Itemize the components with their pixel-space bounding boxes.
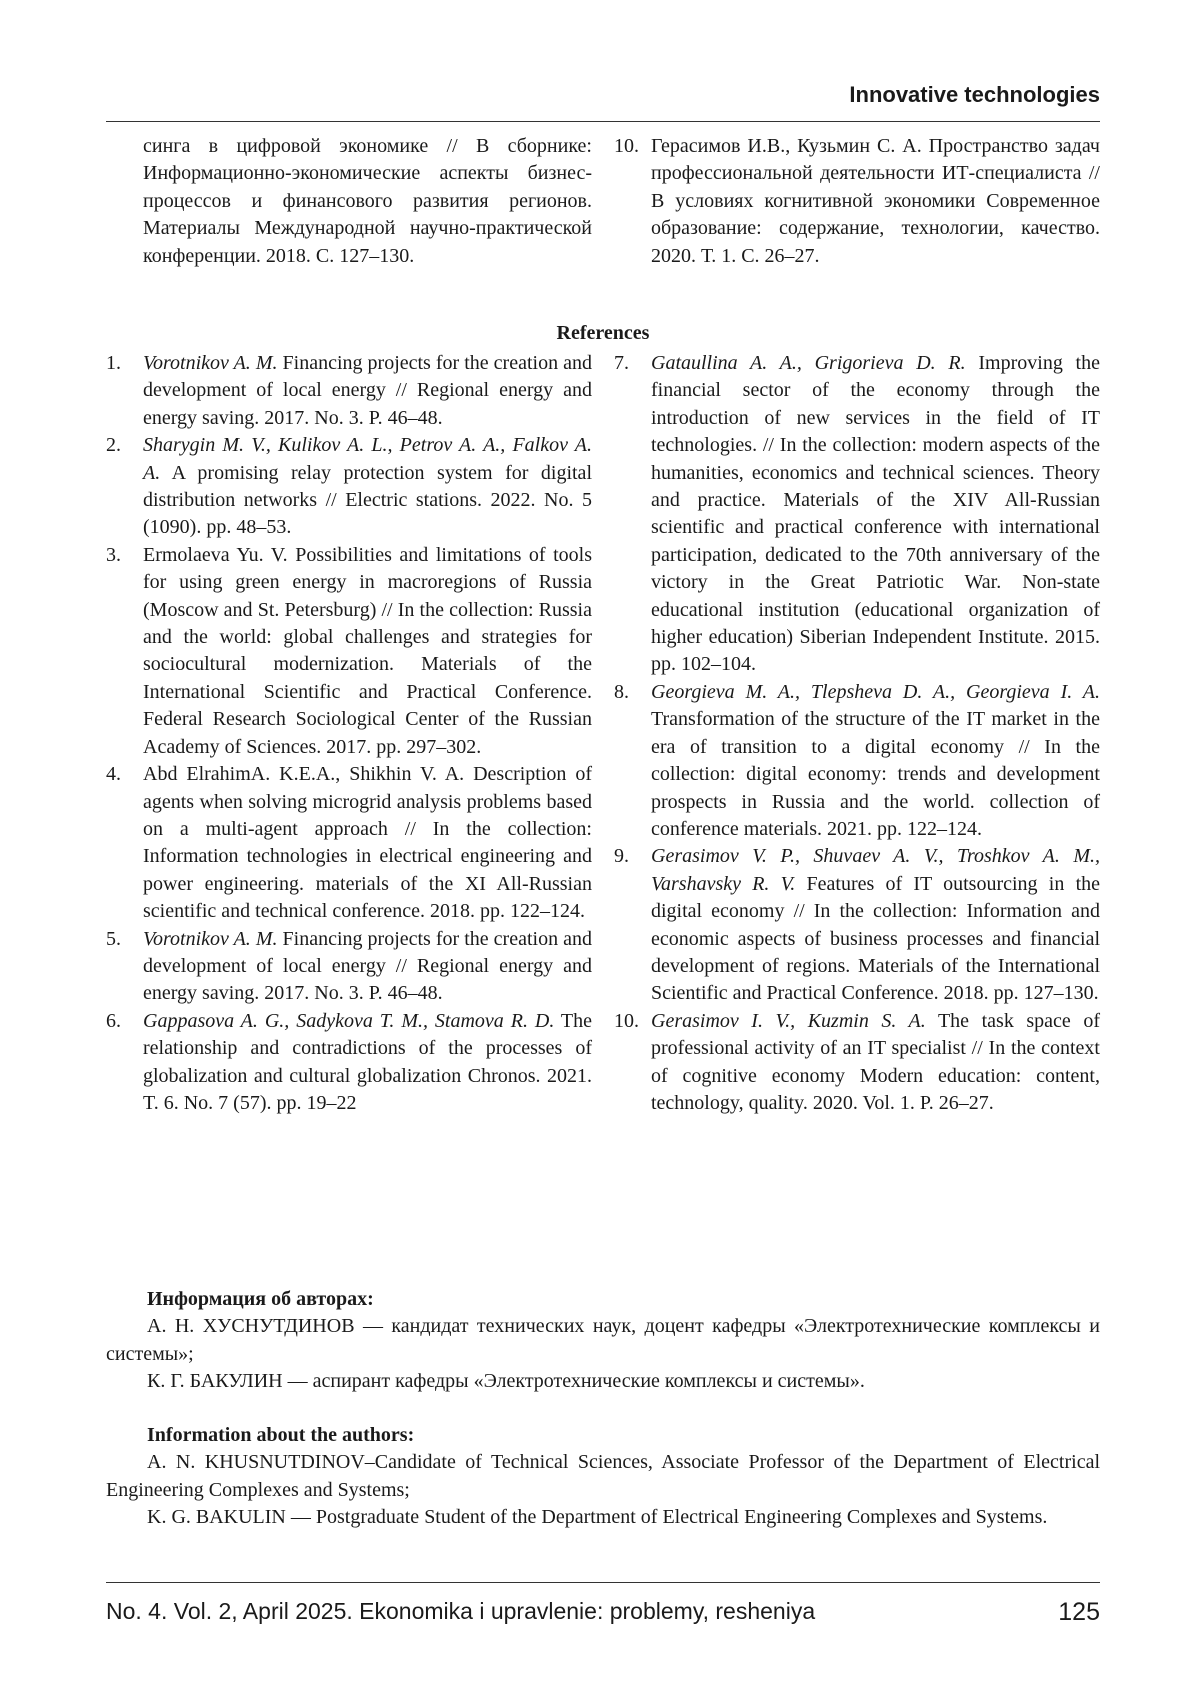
references-heading: References — [556, 322, 650, 344]
reference-continuation: сингa в цифровой экономике // В сборнике: Информационно-экономические аспекты бизнес-процессов и финансового развития регионов. Материалы Международной научно-практической конференции. 2018. С. 127–130. — [143, 135, 592, 267]
authors-en-heading: Information about the authors: — [147, 1424, 415, 1446]
footer-rule — [106, 1582, 1100, 1583]
ref-authors: Gappasova A. G., Sadykova T. M., Stamova R. D. — [143, 1009, 555, 1032]
ref-number: 4. — [106, 763, 121, 786]
ref-text: Features of IT outsourcing in the digital economy // In the collection: Information and economic aspects of business processes and financial development of regions. Materials of the International Scientific and Practical Conference. 2018. pp. 127–130. — [651, 872, 1100, 1005]
running-footer — [106, 1598, 1100, 1625]
ref-authors: Sharygin M. V., Kulikov A. L., Petrov A. A., Falkov A. A. — [143, 434, 592, 484]
ref-number: 7. — [614, 352, 629, 374]
ref-authors: Vorotnikov A. M. — [143, 927, 278, 950]
reference-item — [614, 843, 1100, 1007]
references-left-column — [106, 350, 592, 1117]
ref-number: 9. — [614, 845, 629, 868]
reference-item — [614, 679, 1100, 843]
authors-info-ru — [106, 1286, 1100, 1396]
ref-text: The relationship and contradictions of the processes of globalization and cultural globalization Chronos. 2021. T. 6. No. 7 (57). pp. 19–22 — [143, 1009, 592, 1114]
authors-ru-heading: Информация об авторах: — [147, 1288, 374, 1310]
reference-item — [106, 761, 592, 925]
ref-number: 3. — [106, 543, 121, 566]
ref-text: Transformation of the structure of the IT market in the era of transition to a digital economy // In the collection: digital economy: trends and development prospects in Russia and the world. collection of conference materials. 2021. pp. 122–124. — [651, 708, 1100, 840]
reference-ru-10 — [614, 133, 1100, 270]
ref-text: Герасимов И.В., Кузьмин С. А. Пространство задач профессиональной деятельности ИТ-специалиста // В условиях когнитивной экономики Современное образование: содержание, технологии, качество. 2020. Т. 1. С. 26–27. — [651, 135, 1100, 267]
ref-number: 6. — [106, 1009, 121, 1032]
author-line: A. N. KHUSNUTDINOV–Candidate of Technical Sciences, Associate Professor of the Department of Electrical Engineering Complexes and Systems; — [106, 1451, 1100, 1501]
ref-authors: Gerasimov I. V., Kuzmin S. A. — [651, 1009, 926, 1032]
ref-number: 10. — [614, 1009, 639, 1032]
ref-text: Abd ElrahimA. K.E.A., Shikhin V. A. Description of agents when solving microgrid analysis problems based on a multi-agent approach // In the collection: Information technologies in electrical engineering and power engineering. materials of the XI All-Russian scientific and technical conference. 2018. pp. 122–124. — [143, 763, 592, 923]
ref-authors: Gataullina A. A., Grigorieva D. R. — [651, 352, 966, 374]
running-header: Innovative technologies — [849, 82, 1100, 107]
reference-item — [614, 350, 1100, 679]
ref-text: Financing projects for the creation and development of local energy // Regional energy and energy saving. 2017. No. 3. P. 46–48. — [143, 927, 592, 1005]
author-line: А. Н. ХУСНУТДИНОВ — кандидат технических наук, доцент кафедры «Электротехнические комплексы и системы»; — [106, 1315, 1100, 1365]
header-rule — [106, 121, 1100, 122]
ref-number: 2. — [106, 434, 121, 457]
author-line: K. G. BAKULIN — Postgraduate Student of the Department of Electrical Engineering Complexes and Systems. — [147, 1506, 1048, 1529]
ref-number: 8. — [614, 680, 629, 703]
reference-item — [106, 542, 592, 761]
ref-number: 10. — [614, 135, 639, 157]
ref-number: 5. — [106, 927, 121, 950]
references-right-column — [614, 350, 1100, 1117]
journal-info: No. 4. Vol. 2, April 2025. Ekonomika i upravlenie: problemy, resheniya — [106, 1598, 816, 1624]
ref-text: A promising relay protection system for digital distribution networks // Electric stations. 2022. No. 5 (1090). pp. 48–53. — [143, 461, 592, 539]
ref-authors: Vorotnikov A. M. — [143, 352, 278, 374]
reference-item — [106, 350, 592, 432]
ref-authors: Georgieva M. A., Tlepsheva D. A., Georgieva I. A. — [651, 680, 1100, 703]
ref-authors: Gerasimov V. P., Shuvaev A. V., Troshkov A. M., Varshavsky R. V. — [651, 845, 1100, 895]
author-line: К. Г. БАКУЛИН — аспирант кафедры «Электротехнические комплексы и системы». — [147, 1370, 865, 1393]
reference-item — [106, 926, 592, 1008]
ref-text: Improving the financial sector of the economy through the introduction of new services in the field of IT technologies. // In the collection: modern aspects of the humanities, economics and technical sciences. Theory and practice. Materials of the XIV All-Russian scientific and practical conference with international participation, dedicated to the 70th anniversary of the victory in the Great Patriotic War. Non-state educational institution (educational organization of higher education) Siberian Independent Institute. 2015. pp. 102–104. — [651, 352, 1100, 676]
ref-text: Ermolaeva Yu. V. Possibilities and limitations of tools for using green energy in macroregions of Russia (Moscow and St. Petersburg) // In the collection: Russia and the world: global challenges and strategies for sociocultural modernization. Materials of the International Scientific and Practical Conference. Federal Research Sociological Center of the Russian Academy of Sciences. 2017. pp. 297–302. — [143, 543, 592, 758]
ref-text: Financing projects for the creation and development of local energy // Regional energy and energy saving. 2017. No. 3. P. 46–48. — [143, 352, 592, 429]
page-number: 125 — [1058, 1598, 1100, 1626]
reference-item — [106, 432, 592, 542]
authors-info-en — [106, 1422, 1100, 1532]
reference-item — [106, 1008, 592, 1118]
reference-item — [614, 1008, 1100, 1118]
ref-number: 1. — [106, 352, 121, 374]
ref-text: The task space of professional activity of an IT specialist // In the context of cognitive economy Modern education: content, technology, quality. 2020. Vol. 1. P. 26–27. — [651, 1009, 1100, 1114]
